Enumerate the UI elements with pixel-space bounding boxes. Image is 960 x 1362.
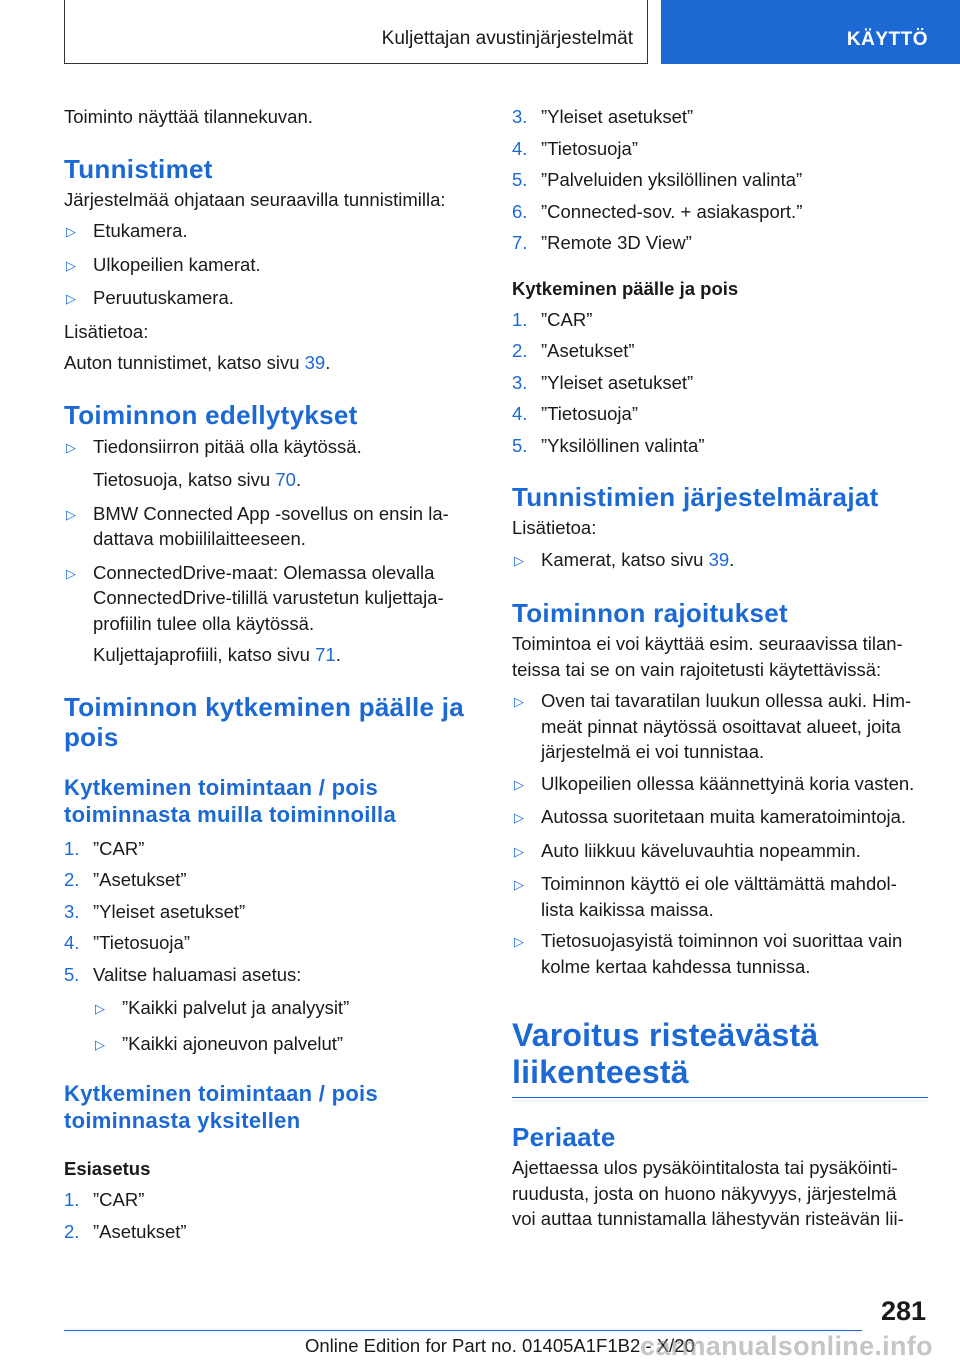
list-item: ▷ ”Kaikki ajoneuvon palvelut”: [93, 1031, 469, 1059]
section-title: Kuljettajan avustinjärjestelmät: [381, 28, 633, 49]
list-item: ▷ BMW Connected App -sovellus on ensin la- dattava mobiililaitteeseen.: [64, 501, 469, 552]
list-item: ▷ Oven tai tavaratilan luukun ollessa auki. Him- meät pinnat näytössä osoittavat alueet, joita järjestelmä ei voi tunnistaa.: [512, 688, 928, 765]
list-item: ▷ ConnectedDrive-maat: Olemassa olevalla ConnectedDrive-tilillä varustetun kuljettaja- profiilin tulee olla käytössä.: [64, 560, 469, 637]
triangle-bullet-icon: ▷: [514, 934, 524, 949]
more-info-label: Lisätietoa:: [512, 517, 597, 538]
preset-heading: Esiasetus: [64, 1158, 151, 1179]
requirement-reference: Kuljettajaprofiili, katso sivu 71.: [93, 644, 341, 665]
principle-heading: Periaate: [512, 1122, 616, 1152]
other-functions-heading: Kytkeminen toimintaan / pois toiminnasta muilla toiminnoilla: [64, 774, 396, 827]
sensors-text: Järjestelmää ohjataan seuraavilla tunnistimilla:: [64, 188, 446, 210]
list-item: ▷ Autossa suoritetaan muita kameratoimintoja.: [512, 804, 928, 832]
list-item: 5. ”Yksilöllinen valinta”: [512, 434, 705, 456]
triangle-bullet-icon: ▷: [514, 694, 524, 709]
triangle-bullet-icon: ▷: [514, 877, 524, 892]
list-item: 5. Valitse haluamasi asetus:: [64, 963, 302, 985]
switch-heading: Kytkeminen päälle ja pois: [512, 277, 739, 299]
more-info-label: Lisätietoa:: [64, 320, 149, 342]
edition-text: Online Edition for Part no. 01405A1F1B2 - X/20: [305, 1335, 695, 1356]
restrictions-heading: Toiminnon rajoitukset: [512, 598, 788, 628]
onoff-heading: Toiminnon kytkeminen päälle ja pois: [64, 691, 465, 752]
page-link[interactable]: 71: [315, 644, 336, 665]
principle-text: Ajettaessa ulos pysäköintitalosta tai pysäköinti- ruudusta, josta on huono näkyvyys, järjestelmä voi auttaa tunnistamalla lähestyvän risteävän lii-: [512, 1157, 904, 1229]
triangle-bullet-icon: ▷: [66, 565, 76, 581]
triangle-bullet-icon: ▷: [514, 552, 524, 568]
requirement-reference: Tietosuoja, katso sivu 70.: [93, 469, 302, 490]
right-column: [512, 100, 928, 1232]
triangle-bullet-icon: ▷: [66, 291, 76, 306]
intro-text: Toiminto näyttää tilannekuvan.: [64, 106, 313, 127]
triangle-bullet-icon: ▷: [95, 1001, 105, 1016]
list-item: 1. ”CAR”: [64, 837, 145, 859]
restrictions-text: Toimintoa ei voi käyttää esim. seuraavissa tilan- teissa tai se on vain rajoitetusti käytettävissä:: [512, 633, 903, 680]
list-item: ▷ Toiminnon käyttö ei ole välttämättä mahdol- lista kaikissa maissa.: [512, 871, 928, 922]
list-item: 1. ”CAR”: [512, 308, 593, 330]
list-item: 7. ”Remote 3D View”: [512, 232, 692, 253]
list-item: ▷ Ulkopeilien kamerat.: [64, 252, 469, 280]
list-item: 2. ”Asetukset”: [64, 1220, 187, 1242]
triangle-bullet-icon: ▷: [514, 776, 524, 792]
header-section-box: [64, 0, 648, 64]
limits-heading: Tunnistimien järjestelmärajat: [512, 482, 879, 512]
list-item: ▷ Ulkopeilien ollessa käännettyinä koria vasten.: [512, 771, 928, 799]
list-item: 5. ”Palveluiden yksilöllinen valinta”: [512, 169, 803, 190]
triangle-bullet-icon: ▷: [95, 1036, 105, 1052]
list-item: ▷ Auto liikkuu käveluvauhtia nopeammin.: [512, 838, 928, 866]
sensors-heading: Tunnistimet: [64, 153, 213, 184]
triangle-bullet-icon: ▷: [66, 224, 76, 239]
warning-heading: Varoitus risteävästä liikenteestä: [512, 1017, 819, 1090]
sensor-reference: Auton tunnistimet, katso sivu 39.: [64, 352, 331, 373]
list-item: ▷ Etukamera.: [64, 218, 469, 246]
list-item: ▷ Tiedonsiirron pitää olla käytössä.: [64, 434, 469, 462]
list-item: ▷ Peruutuskamera.: [64, 285, 469, 313]
list-item: 4. ”Tietosuoja”: [64, 932, 190, 953]
page-number: 281: [880, 1296, 926, 1326]
list-item: 2. ”Asetukset”: [64, 869, 187, 890]
page-link[interactable]: 70: [275, 469, 296, 490]
list-item: 3. ”Yleiset asetukset”: [512, 371, 694, 393]
triangle-bullet-icon: ▷: [66, 439, 76, 455]
watermark: carmanualsonline.info: [640, 1331, 933, 1361]
chapter-label: KÄYTTÖ: [846, 29, 928, 50]
list-item: 4. ”Tietosuoja”: [512, 403, 638, 424]
triangle-bullet-icon: ▷: [514, 843, 524, 859]
chapter-tab[interactable]: [661, 0, 960, 64]
requirements-heading: Toiminnon edellytykset: [64, 399, 358, 430]
list-item: ▷ Kamerat, katso sivu 39.: [512, 547, 928, 575]
list-item: 2. ”Asetukset”: [512, 340, 635, 361]
left-column: [64, 100, 469, 1244]
single-functions-heading: Kytkeminen toimintaan / pois toiminnasta yksitellen: [64, 1081, 379, 1133]
list-item: 3. ”Yleiset asetukset”: [64, 900, 246, 922]
list-item: ▷ Tietosuojasyistä toiminnon voi suorittaa vain kolme kertaa kahdessa tunnissa.: [512, 928, 928, 979]
triangle-bullet-icon: ▷: [514, 810, 524, 825]
triangle-bullet-icon: ▷: [66, 257, 76, 273]
list-item: 3. ”Yleiset asetukset”: [512, 106, 694, 127]
list-item: ▷ ”Kaikki palvelut ja analyysit”: [93, 995, 469, 1023]
page-link[interactable]: 39: [708, 548, 730, 570]
list-item: 6. ”Connected-sov. + asiakasport.”: [512, 200, 803, 222]
triangle-bullet-icon: ▷: [66, 506, 76, 522]
list-item: 4. ”Tietosuoja”: [512, 137, 638, 159]
list-item: 1. ”CAR”: [64, 1189, 145, 1210]
page-link[interactable]: 39: [304, 352, 326, 373]
